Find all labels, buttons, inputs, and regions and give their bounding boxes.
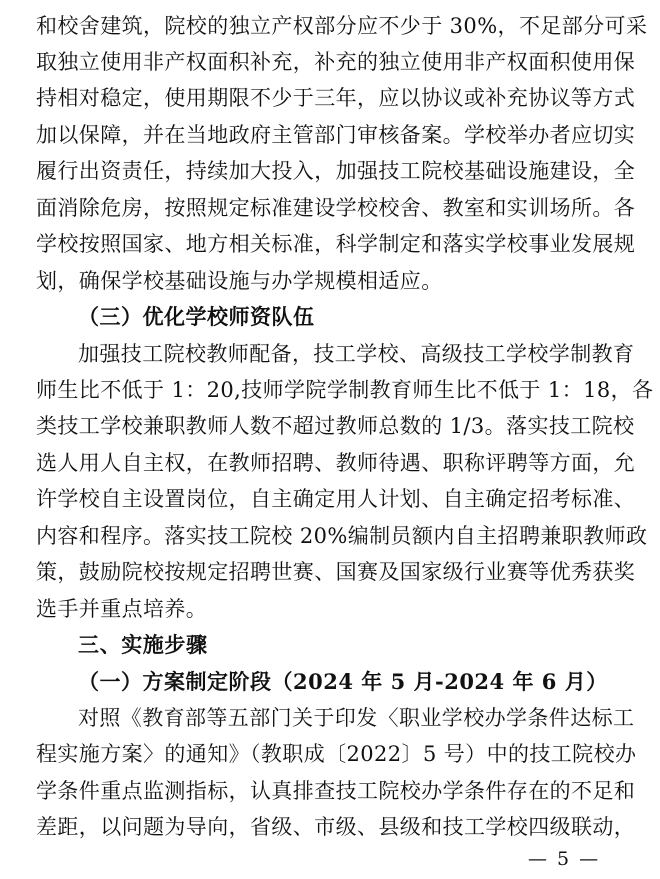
paragraph-line: 选人用人自主权，在教师招聘、教师待遇、职称评聘等方面，允	[36, 451, 636, 475]
paragraph-line: 对照《教育部等五部门关于印发〈职业学校办学条件达标工	[78, 706, 635, 730]
step-heading: （一）方案制定阶段（2024 年 5 月-2024 年 6 月）	[78, 669, 608, 694]
paragraph-line: 取独立使用非产权面积补充，补充的独立使用非产权面积使用保	[36, 50, 636, 74]
part-heading: 三、实施步骤	[78, 633, 208, 657]
paragraph-line: 内容和程序。落实技工院校 20%编制员额内自主招聘兼职教师政	[36, 524, 648, 548]
paragraph-line: 程实施方案〉的通知》（教职成〔2022〕5 号）中的技工院校办	[36, 742, 637, 766]
paragraph-line: 许学校自主设置岗位，自主确定用人计划、自主确定招考标准、	[36, 487, 636, 511]
paragraph-line: 持相对稳定，使用期限不少于三年，应以协议或补充协议等方式	[36, 86, 636, 110]
paragraph-line: 划，确保学校基础设施与办学规模相适应。	[36, 269, 443, 293]
paragraph-line: 履行出资责任，持续加大投入，加强技工院校基础设施建设，全	[36, 159, 636, 183]
paragraph-line: 选手并重点培养。	[36, 597, 208, 621]
paragraph-line: 类技工学校兼职教师人数不超过教师总数的 1/3。落实技工院校	[36, 414, 635, 438]
paragraph-line: 面消除危房，按照规定标准建设学校校舍、教室和实训场所。各	[36, 196, 636, 220]
paragraph-line: 差距，以问题为导向，省级、市级、县级和技工学校四级联动，	[36, 815, 636, 839]
paragraph-line: 学条件重点监测指标，认真排查技工院校办学条件存在的不足和	[36, 779, 636, 803]
paragraph-line: 和校舍建筑，院校的独立产权部分应不少于 30%，不足部分可采	[36, 14, 648, 38]
paragraph-line: 策，鼓励院校按规定招聘世赛、国赛及国家级行业赛等优秀获奖	[36, 560, 636, 584]
paragraph-line: 师生比不低于 1：20,技师学院学制教育师生比不低于 1：18，各	[36, 378, 654, 402]
paragraph-line: 加以保障，并在当地政府主管部门审核备案。学校举办者应切实	[36, 123, 636, 147]
section-heading: （三）优化学校师资队伍	[78, 304, 315, 329]
paragraph-line: 加强技工院校教师配备，技工学校、高级技工学校学制教育	[78, 342, 635, 366]
page-number: — 5 —	[528, 848, 601, 870]
paragraph-line: 学校按照国家、地方相关标准，科学制定和落实学校事业发展规	[36, 232, 636, 256]
